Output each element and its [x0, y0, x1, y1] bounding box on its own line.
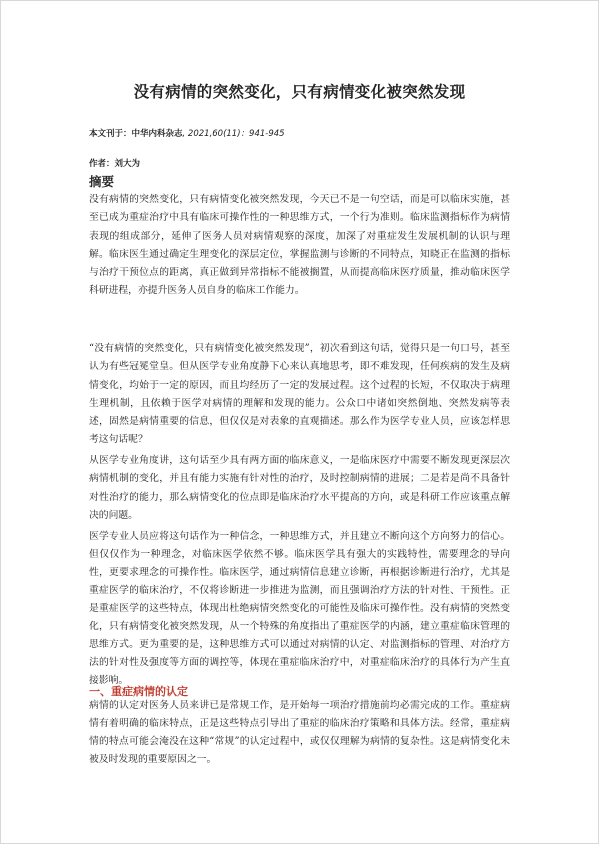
author: 作者：刘大为 — [89, 159, 141, 169]
abstract-text: 没有病情的突然变化，只有病情变化被突然发现，今天已不是一句空话，而是可以临床实施，甚至已成为重症治疗中具有临床可操作性的一种思维方式，一个行为准则。临床监测指标作为病情表现的组成部分，延伸了医务人员对病情观察的深度，加深了对重症发生发展机制的认识与理解。临床医生通过确定生理变化的深层定位，掌握监测与诊断的不同特点，知晓正在监测的指标与治疗干预位点的距离，真正做到异常指标不能被搁置，从而提高临床医疗质量，推动临床医学科研进程，亦提升医务人员自身的临床工作能力。 — [89, 194, 510, 297]
section-heading: 一、重症病情的认定 — [89, 685, 188, 698]
citation — [89, 127, 285, 139]
abstract-heading: 摘要 — [89, 174, 115, 189]
body-paragraph: 医学专业人员应将这句话作为一种信念，一种思维方式，并且建立不断向这个方向努力的信心。但仅仅作为一种理念，对临床医学依然不够。临床医学具有强大的实践特性，需要理念的导向性，更要求理念的可操作性。临床医学，通过病情信息建立诊断，再根据诊断进行治疗，尤其是重症医学的临床治疗，不仅将诊断进一步推进为监测，而且强调治疗方法的针对性、干预性。正是重症医学的这些特点，体现出杜绝病情突然变化的可能性及临床可操作性。没有病情的突然变化，只有病情变化被突然发现，从一个特殊的角度指出了重症医学的内涵，建立重症临床管理的思维方式。更为重要的是，这种思维方式可以通过对病情的认定、对监测指标的管理、对治疗方法的针对性及强度等方面的调控等，体现在重症临床治疗中，对重症临床治疗的具体行为产生直接影响。 — [89, 531, 510, 686]
citation-ref: , 2021,60(11)：941-945 — [182, 129, 285, 139]
section-paragraph: 病情的认定对医务人员来讲已是常规工作，是开始每一项治疗措施前均必需完成的工作。重症病情有着明确的临床特点，正是这些特点引导出了重症的临床治疗策略和具体方法。经常，重症病情的特点可能会淹没在这种“常规”的认定过程中，或仅仅理解为病情的复杂性。这是病情变化未被及时发现的重要原因之一。 — [89, 700, 510, 765]
citation-label: 本文刊于： — [89, 129, 132, 139]
document-title: 没有病情的突然变化，只有病情变化被突然发现 — [133, 83, 466, 101]
body-paragraph: “没有病情的突然变化，只有病情变化被突然发现”，初次看到这句话，觉得只是一句口号，甚至认为有些冠冕堂皇。但从医学专业角度静下心来认真地思考，即不难发现，任何疾病的发生及病情变化，均始于一定的原因，而且均经历了一定的发展过程。这个过程的长短，不仅取决于病理生理机制，且依赖于医学对病情的理解和发现的能力。公众口中诸如突然倒地、突然发病等表述，固然是病情重要的信息，但仅仅是对表象的直观描述。那么作为医学专业人员，应该怎样思考这句话呢？ — [89, 343, 510, 446]
citation-journal: 中华内科杂志 — [131, 129, 183, 139]
body-paragraph: 从医学专业角度讲，这句话至少具有两方面的临床意义，一是临床医疗中需要不断发现更深层次病情机制的变化，并且有能力实施有针对性的治疗，及时控制病情的进展；二是若是尚不具备针对性治疗的能力，那么病情变化的位点即是临床治疗水平提高的方向，或是科研工作应该重点解决的问题。 — [89, 455, 510, 521]
